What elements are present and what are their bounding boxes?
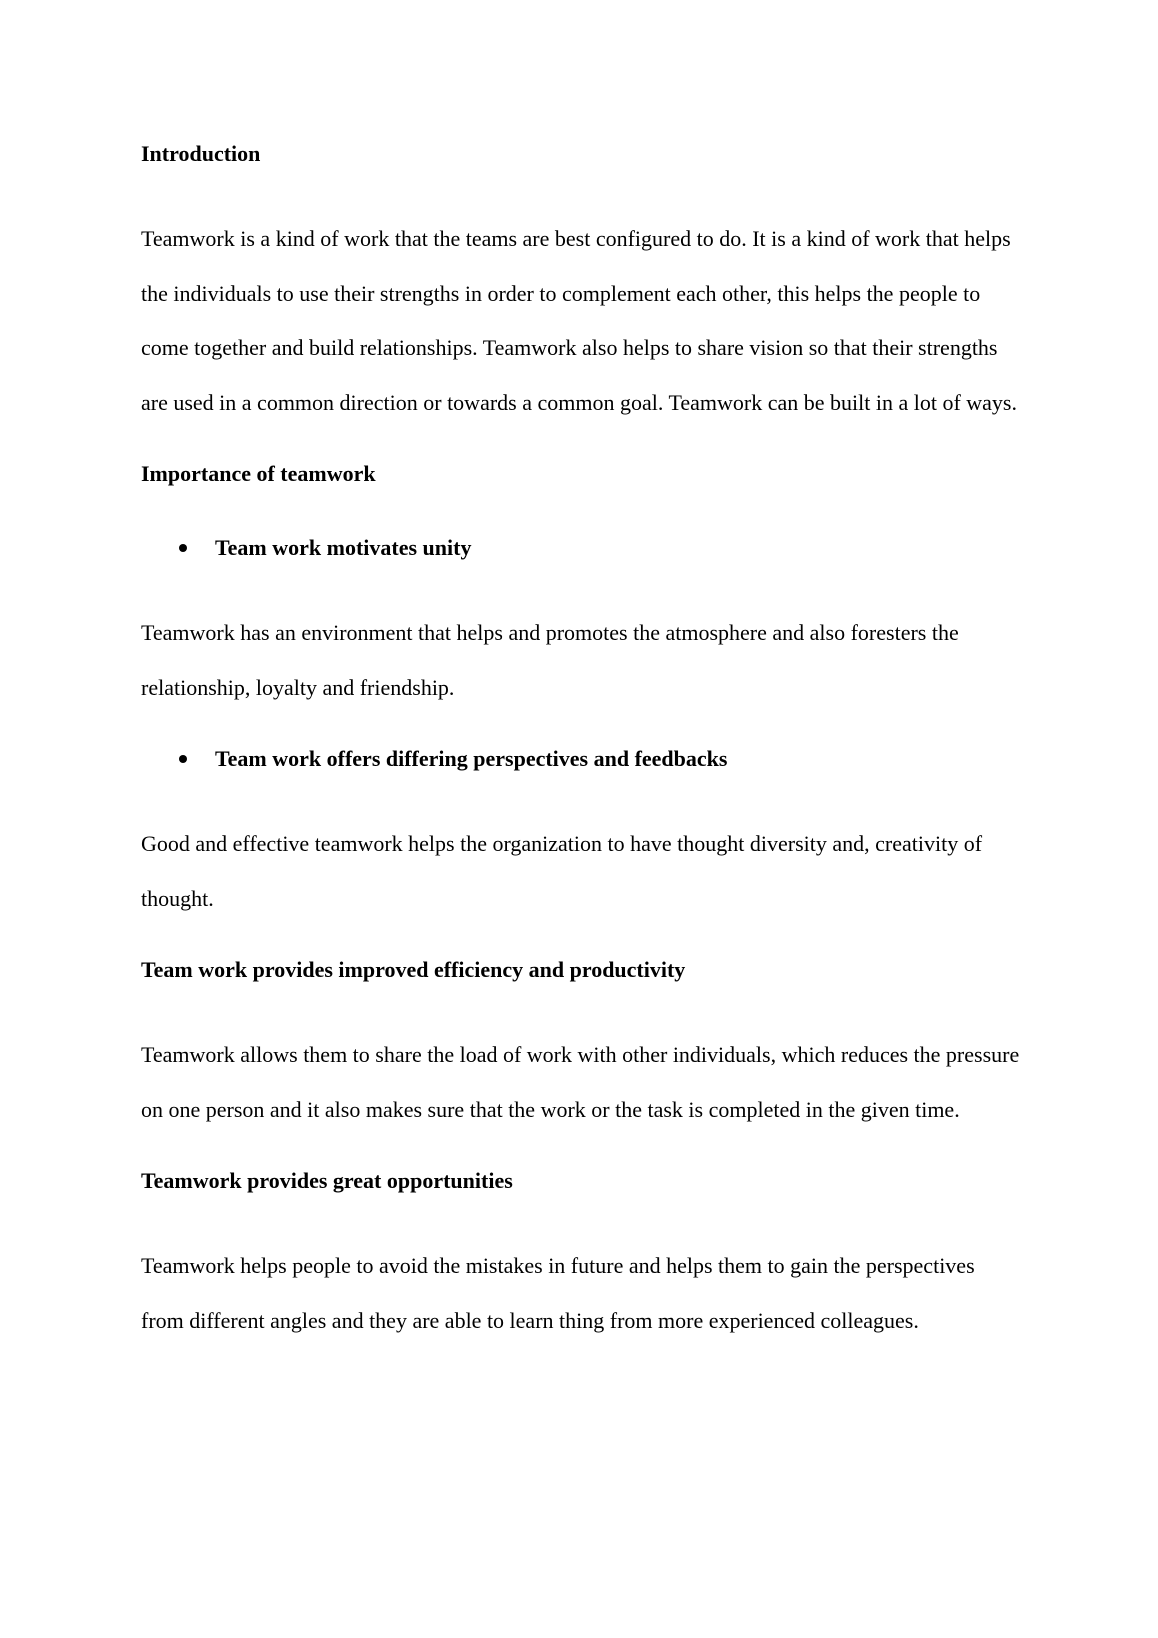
opportunities-heading: Teamwork provides great opportunities [141,1168,513,1193]
document-page [141,138,1021,1348]
efficiency-heading: Team work provides improved efficiency and productivity [141,957,686,982]
bullet-item-unity [141,532,1021,564]
efficiency-paragraph: Teamwork allows them to share the load of work with other individuals, which reduces the pressure on one person and it also makes sure that the work or the task is completed in the given time. [141,1042,1020,1122]
bullet-item-perspectives [141,743,1021,775]
bullet-label-unity: Team work motivates unity [215,535,472,560]
perspectives-paragraph: Good and effective teamwork helps the organization to have thought diversity and, creativity of thought. [141,831,983,911]
opportunities-paragraph: Teamwork helps people to avoid the mistakes in future and helps them to gain the perspectives from different angles and they are able to learn thing from more experienced colleagues. [141,1253,975,1333]
unity-paragraph: Teamwork has an environment that helps and promotes the atmosphere and also foresters the relationship, loyalty and friendship. [141,620,959,700]
bullet-icon [179,755,187,763]
bullet-icon [179,544,187,552]
introduction-paragraph: Teamwork is a kind of work that the teams are best configured to do. It is a kind of work that helps the individuals to use their strengths in order to complement each other, this helps the people to come together and build relationships. Teamwork also helps to share vision so that their strengths are used in a common direction or towards a common goal. Teamwork can be built in a lot of ways. [141,226,1017,415]
importance-heading: Importance of teamwork [141,461,376,486]
bullet-label-perspectives: Team work offers differing perspectives and feedbacks [215,746,728,771]
introduction-heading: Introduction [141,141,261,166]
